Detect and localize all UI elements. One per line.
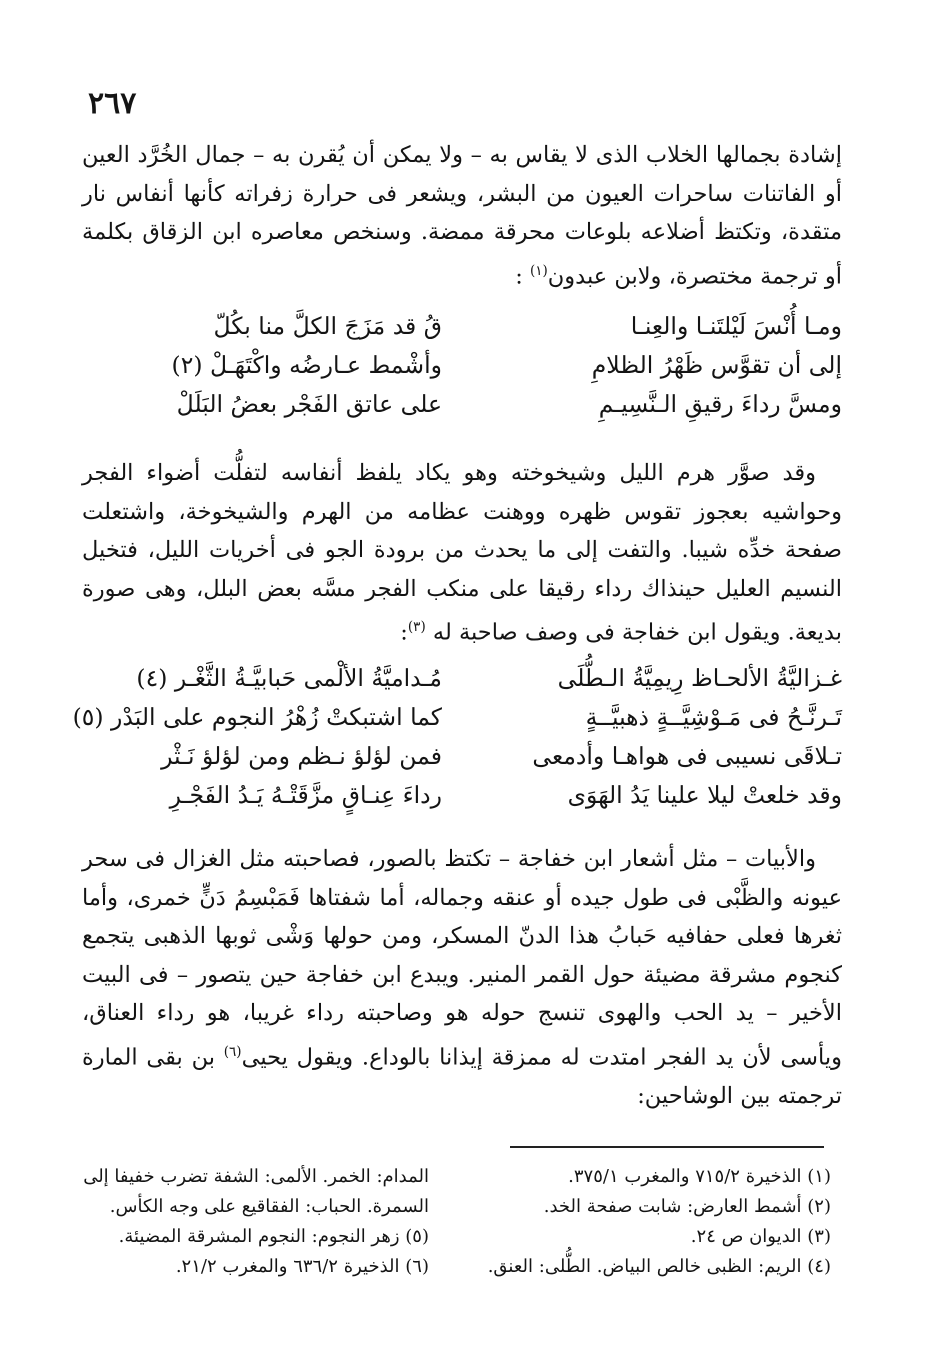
verse-first-hemistich: إلى أن تقوَّس ظَهْرُ الظلامِ	[591, 351, 842, 379]
verse-first-hemistich: تـلاقَى نسيبى فى هواهـا وأدمعى	[532, 742, 842, 770]
verse-first-hemistich: ومـا أُنْسَ لَيْلتَنـا والعِنـا	[630, 312, 842, 340]
verse	[72, 703, 842, 742]
footnote: السمرة. الحباب: الفقاقيع على وجه الكأس.	[109, 1196, 429, 1217]
footnote-divider	[510, 1146, 824, 1148]
footnote: (٥) زهر النجوم: النجوم المشرقة المضيئة.	[118, 1226, 429, 1247]
footnote: (٣) الديوان ص ٢٤.	[690, 1226, 831, 1247]
paragraph-text: وقد صوَّر هرم الليل وشيخوخته وهو يكاد يلفظ أنفاسه لتفلُّت أضواء الفجر وحواشيه بعجوز تقوس ظهره ووهنت عظامه من الهرم والشيخوخة، واشتعلت صفحة خدِّه شيبا. والتفت إلى ما يحدث من برودة الجو فى أخريات الليل، فتخيل النسيم العليل حينذاك رداء رقيقا على منكب الفجر مسَّه بعض البلل، وهى صورة بديعة. ويقول ابن خفاجة فى وصف صاحبة له	[82, 460, 842, 646]
verse-first-hemistich: ومسَّ رداءَ رقيقِ الـنَّسِيـمِ	[598, 390, 842, 418]
footnotes-right-column	[488, 1162, 831, 1282]
verse	[82, 781, 842, 820]
footnote: (٦) الذخيرة ٦٣٦/٢ والمغرب ٢١/٢.	[175, 1256, 429, 1277]
paragraph-text: والأبيات – مثل أشعار ابن خفاجة – تكتظ بالصور، فصاحبته مثل الغزال فى سحر عيونه والظَّبْى فى طول جيده أو عنقه وجماله، أما شفتاها فَمَبْسِمُ دَنٍّ خمرى، وأما ثغرها فعلى حفافيه حَبابُ هذا الدنّ المسكر، ومن حولها وَشْى ثوبها الذهبى يتجمع كنجوم مشرقة مضيئة حول القمر المنير. ويبدع ابن خفاجة حين يتصور – فى البيت الأخير – يد الحب والهوى تنسج حوله هو وصاحبته رداء غريبا، هو رداء العناق، ويأسى لأن يد الفجر امتدت له ممزقة إيذانا بالوداع. ويقول يحيى	[82, 846, 842, 1071]
paragraph-3	[82, 840, 842, 1116]
verse-second-hemistich: رداءَ عِنـاقٍ مزَّقَتْـهُ يَـدُ الفَجْـرِ	[169, 781, 442, 809]
verse	[82, 664, 842, 703]
verse	[82, 742, 842, 781]
verse-first-hemistich: وقد خلعتْ ليلا علينا يَدُ الهَوَى	[567, 781, 842, 809]
footnote: المدام: الخمر. الألمى: الشفة تضرب خفيفا إلى	[83, 1166, 429, 1187]
verse-second-hemistich: فمن لؤلؤ نـظم ومن لؤلؤ نَـثْر	[161, 742, 442, 770]
paragraph-tail: :	[515, 263, 530, 290]
verse	[82, 390, 842, 429]
paragraph-1	[82, 136, 842, 296]
verse-second-hemistich: كما اشتبكتْ زُهْرُ النجوم على البَدْر (٥)	[72, 703, 442, 731]
verse-second-hemistich: وأشْمط عـارضُه واكْتَهَـلْ (٢)	[171, 351, 442, 379]
verse	[82, 312, 842, 351]
footnote: (٢) أشمط العارض: شابت صفحة الخد.	[543, 1196, 831, 1217]
verse-second-hemistich: على عاتق الفَجْر بعضُ البَلَلْ	[176, 390, 442, 418]
verse-first-hemistich: غـزاليَّةُ الألحـاظ رِيمِيَّةُ الـطُّلَى	[557, 664, 842, 692]
page-number: ٢٦٧	[88, 86, 137, 121]
paragraph-text: إشادة بجمالها الخلاب الذى لا يقاس به – ولا يمكن أن يُقرن به – جمال الخُرَّد العين أو الفاتنات ساحرات العيون من البشر، ويشعر فى حرارة زفراته كأنها أنفاس نار متقدة، وتكتظ أضلاعه بلوعات محرقة ممضة. وسنخص معاصره ابن الزقاق بكلمة أو ترجمة مختصرة، ولابن عبدون	[82, 142, 842, 290]
verse	[82, 351, 842, 390]
footnote: (١) الذخيرة ٧١٥/٢ والمغرب ٣٧٥/١.	[568, 1166, 831, 1187]
paragraph-tail: بن بقى المارة ترجمته بين الوشاحين:	[82, 1044, 842, 1110]
footnote-marker[interactable]: (١)	[529, 262, 548, 279]
verse-first-hemistich: تَـرنَّـحُ فى مَـوْشِيَّــةٍ ذهبيَّــةٍ	[585, 703, 842, 731]
poem-2	[72, 664, 842, 820]
footnotes-left-column	[83, 1162, 429, 1282]
verse-second-hemistich: قُ قد مَزَجَ الكلَّ منا بكُلّ	[213, 312, 442, 340]
footnote-marker[interactable]: (٣)	[407, 619, 426, 636]
paragraph-tail: :	[400, 619, 408, 646]
footnote: (٤) الريم: الظبى خالص البياض. الطُّلى: العنق.	[487, 1256, 831, 1277]
paragraph-2	[82, 454, 842, 652]
verse-second-hemistich: مُـداميَّةُ الألْمى حَبابيَّـةُ الثَّغْـر (٤)	[136, 664, 442, 692]
footnote-marker[interactable]: (٦)	[223, 1043, 242, 1060]
poem-1	[82, 312, 842, 429]
